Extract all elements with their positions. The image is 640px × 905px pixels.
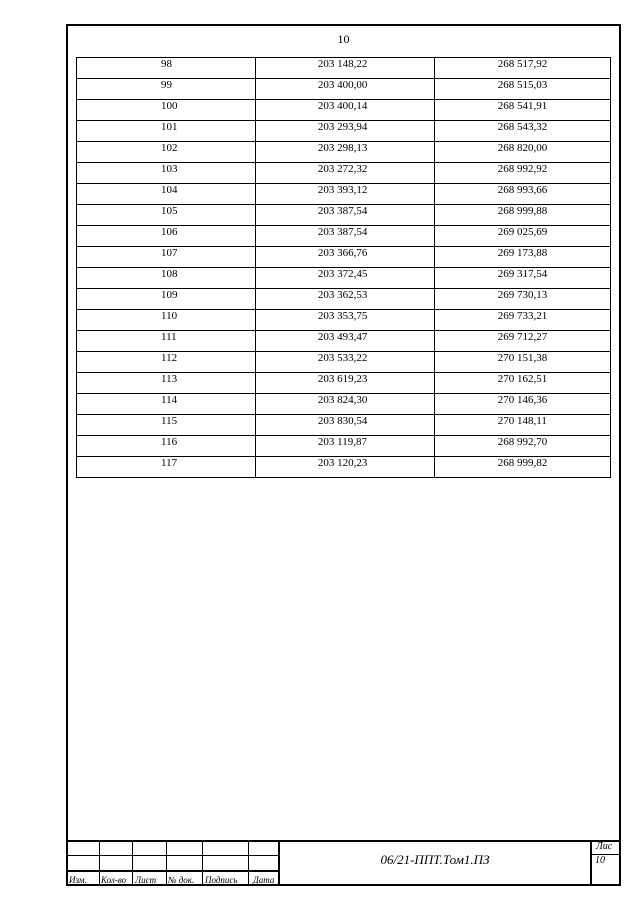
x-coordinate-cell: 203 400,14 bbox=[255, 100, 434, 121]
x-coordinate-cell: 203 353,75 bbox=[255, 310, 434, 331]
page-frame bbox=[66, 24, 621, 886]
point-number-cell: 98 bbox=[77, 58, 256, 79]
x-coordinate-cell: 203 387,54 bbox=[255, 226, 434, 247]
coordinates-table bbox=[76, 57, 611, 478]
point-number-cell: 102 bbox=[77, 142, 256, 163]
x-coordinate-cell: 203 387,54 bbox=[255, 205, 434, 226]
x-coordinate-cell: 203 493,47 bbox=[255, 331, 434, 352]
y-coordinate-cell: 269 317,54 bbox=[434, 268, 610, 289]
table-row bbox=[77, 100, 611, 121]
table-row bbox=[77, 436, 611, 457]
x-coordinate-cell: 203 298,13 bbox=[255, 142, 434, 163]
point-number-cell: 108 bbox=[77, 268, 256, 289]
table-row bbox=[77, 226, 611, 247]
x-coordinate-cell: 203 148,22 bbox=[255, 58, 434, 79]
table-row bbox=[77, 58, 611, 79]
table-row bbox=[77, 457, 611, 478]
table-row bbox=[77, 205, 611, 226]
y-coordinate-cell: 268 992,92 bbox=[434, 163, 610, 184]
table-row bbox=[77, 163, 611, 184]
point-number-cell: 106 bbox=[77, 226, 256, 247]
y-coordinate-cell: 268 517,92 bbox=[434, 58, 610, 79]
document-code: 06/21-ППТ.Том1.ПЗ bbox=[380, 852, 490, 867]
stamp-label-signature: Подпись bbox=[205, 875, 238, 885]
table-row bbox=[77, 289, 611, 310]
page-number: 10 bbox=[337, 32, 350, 46]
y-coordinate-cell: 268 820,00 bbox=[434, 142, 610, 163]
y-coordinate-cell: 268 993,66 bbox=[434, 184, 610, 205]
sheet-label: Лис bbox=[596, 841, 613, 852]
y-coordinate-cell: 268 999,88 bbox=[434, 205, 610, 226]
y-coordinate-cell: 269 730,13 bbox=[434, 289, 610, 310]
title-block bbox=[66, 840, 621, 886]
point-number-cell: 113 bbox=[77, 373, 256, 394]
table-row bbox=[77, 331, 611, 352]
stamp-label-doc-number: № док. bbox=[168, 875, 195, 885]
x-coordinate-cell: 203 366,76 bbox=[255, 247, 434, 268]
sheet-number: 10 bbox=[595, 855, 605, 866]
stamp-label-change: Изм. bbox=[69, 875, 87, 885]
x-coordinate-cell: 203 400,00 bbox=[255, 79, 434, 100]
y-coordinate-cell: 270 148,11 bbox=[434, 415, 610, 436]
x-coordinate-cell: 203 119,87 bbox=[255, 436, 434, 457]
x-coordinate-cell: 203 824,30 bbox=[255, 394, 434, 415]
x-coordinate-cell: 203 293,94 bbox=[255, 121, 434, 142]
table-row bbox=[77, 310, 611, 331]
y-coordinate-cell: 269 712,27 bbox=[434, 331, 610, 352]
stamp-col-line bbox=[590, 840, 592, 886]
stamp-label-sheet: Лист bbox=[135, 875, 157, 885]
y-coordinate-cell: 269 733,21 bbox=[434, 310, 610, 331]
point-number-cell: 117 bbox=[77, 457, 256, 478]
stamp-label-quantity: Кол-во bbox=[101, 875, 127, 885]
table-row bbox=[77, 184, 611, 205]
point-number-cell: 100 bbox=[77, 100, 256, 121]
point-number-cell: 103 bbox=[77, 163, 256, 184]
stamp-col-line bbox=[132, 840, 133, 886]
y-coordinate-cell: 268 999,82 bbox=[434, 457, 610, 478]
point-number-cell: 116 bbox=[77, 436, 256, 457]
table-row bbox=[77, 415, 611, 436]
y-coordinate-cell: 268 541,91 bbox=[434, 100, 610, 121]
stamp-col-line bbox=[166, 840, 167, 886]
point-number-cell: 111 bbox=[77, 331, 256, 352]
stamp-col-line bbox=[99, 840, 100, 886]
x-coordinate-cell: 203 120,23 bbox=[255, 457, 434, 478]
y-coordinate-cell: 270 146,36 bbox=[434, 394, 610, 415]
y-coordinate-cell: 270 162,51 bbox=[434, 373, 610, 394]
point-number-cell: 101 bbox=[77, 121, 256, 142]
table-row bbox=[77, 268, 611, 289]
x-coordinate-cell: 203 393,12 bbox=[255, 184, 434, 205]
x-coordinate-cell: 203 619,23 bbox=[255, 373, 434, 394]
stamp-row-line bbox=[66, 855, 278, 856]
table-row bbox=[77, 394, 611, 415]
y-coordinate-cell: 269 173,88 bbox=[434, 247, 610, 268]
table-row bbox=[77, 373, 611, 394]
x-coordinate-cell: 203 533,22 bbox=[255, 352, 434, 373]
table-row bbox=[77, 352, 611, 373]
point-number-cell: 110 bbox=[77, 310, 256, 331]
x-coordinate-cell: 203 362,53 bbox=[255, 289, 434, 310]
y-coordinate-cell: 269 025,69 bbox=[434, 226, 610, 247]
table-row bbox=[77, 142, 611, 163]
x-coordinate-cell: 203 372,45 bbox=[255, 268, 434, 289]
point-number-cell: 99 bbox=[77, 79, 256, 100]
y-coordinate-cell: 268 515,03 bbox=[434, 79, 610, 100]
point-number-cell: 109 bbox=[77, 289, 256, 310]
stamp-top-border bbox=[66, 840, 621, 842]
point-number-cell: 115 bbox=[77, 415, 256, 436]
stamp-label-date: Дата bbox=[253, 875, 275, 885]
stamp-col-line bbox=[248, 840, 249, 886]
stamp-col-line bbox=[202, 840, 203, 886]
point-number-cell: 104 bbox=[77, 184, 256, 205]
table-row bbox=[77, 79, 611, 100]
stamp-row-line bbox=[66, 870, 278, 872]
x-coordinate-cell: 203 830,54 bbox=[255, 415, 434, 436]
x-coordinate-cell: 203 272,32 bbox=[255, 163, 434, 184]
point-number-cell: 105 bbox=[77, 205, 256, 226]
point-number-cell: 114 bbox=[77, 394, 256, 415]
y-coordinate-cell: 268 992,70 bbox=[434, 436, 610, 457]
point-number-cell: 112 bbox=[77, 352, 256, 373]
table-row bbox=[77, 121, 611, 142]
y-coordinate-cell: 268 543,32 bbox=[434, 121, 610, 142]
point-number-cell: 107 bbox=[77, 247, 256, 268]
y-coordinate-cell: 270 151,38 bbox=[434, 352, 610, 373]
table-row bbox=[77, 247, 611, 268]
